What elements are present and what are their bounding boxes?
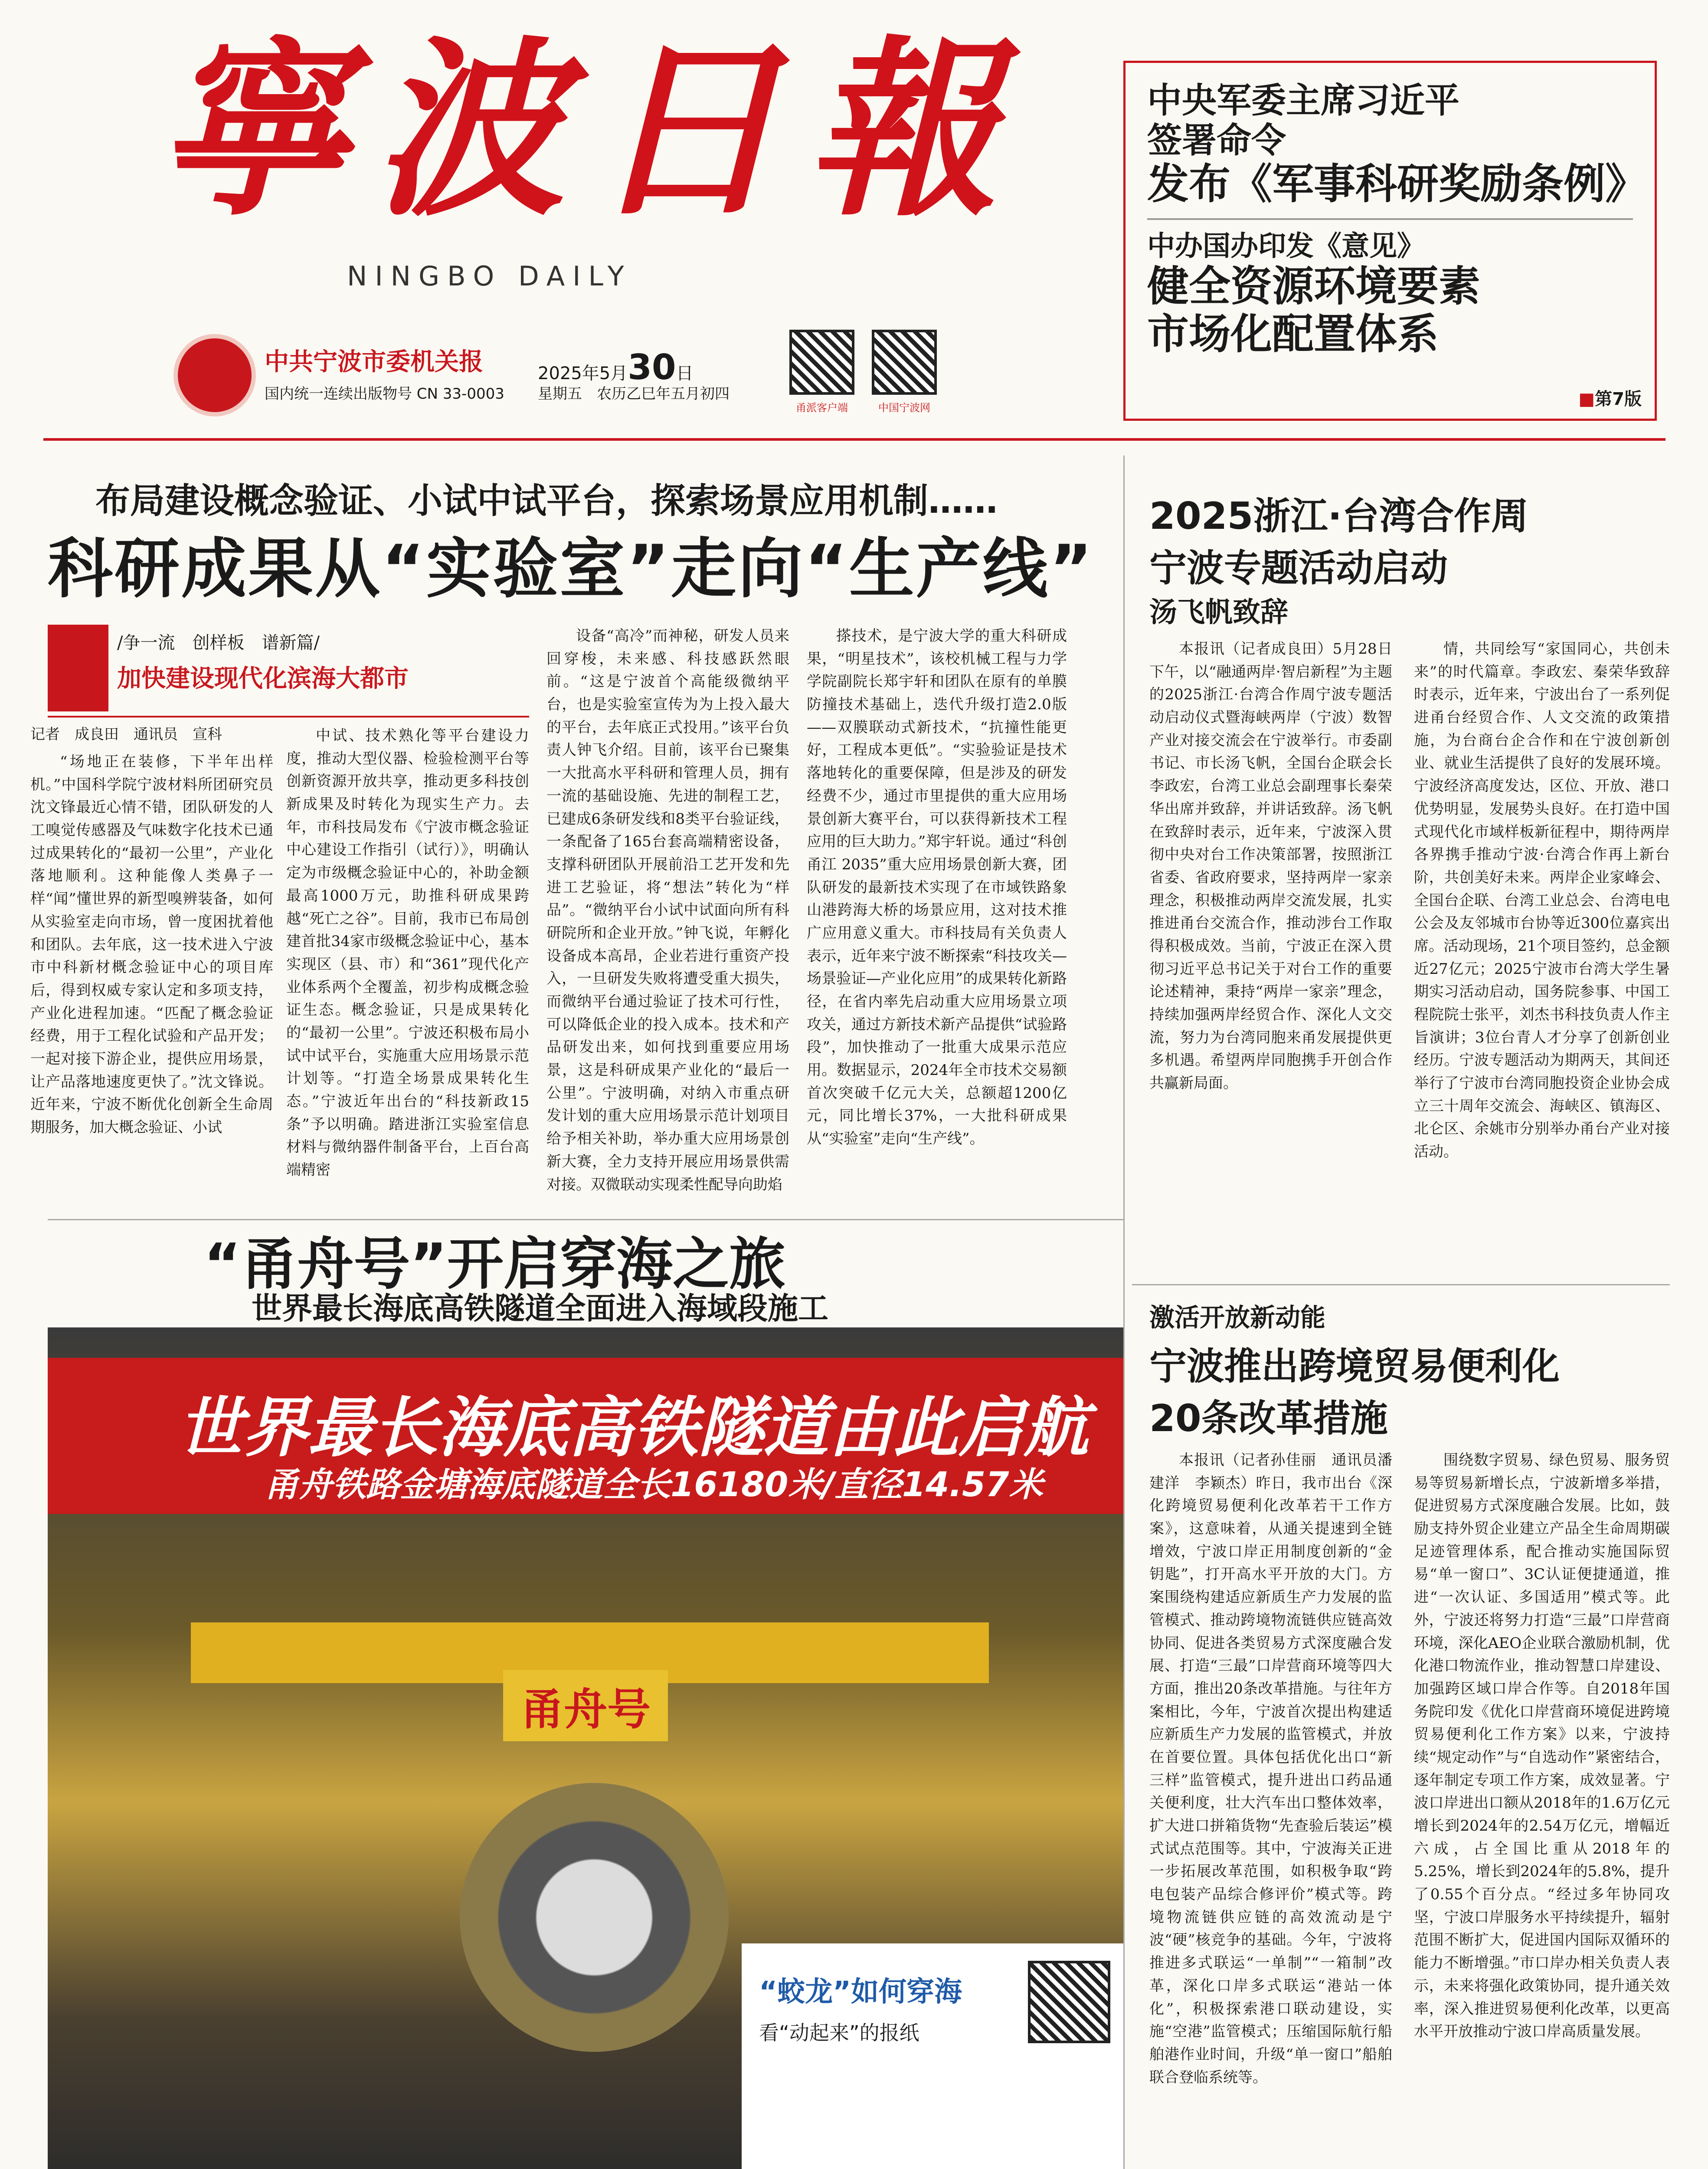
taiwan-headline-1[interactable]: 2025浙江·台湾合作周 xyxy=(1149,495,1529,538)
taiwan-column-2: 情，共同绘写“家国同心，共创未来”的时代篇章。李政宏、秦荣华致辞时表示，近年来，宁波出台了一系列促进甬台经贸合作、人文交流的政策措施，为台商台企合作和在宁波创新创业、就业生活提供了良好的发展环境。宁波经济高度发达，区位、开放、港口优势明显，发展势头良好。在打造中国式现代化市域样板新征程中，期待两岸各界携手推动宁波·台湾合作再上新台阶，共创美好未来。两岸企业家峰会、全国台企联、台湾工业总会、台湾电电公会及友邻城市台协等近300位嘉宾出席。活动现场，21个项目签约，总金额近27亿元；2025宁波市台湾大学生暑期实习活动启动，国务院参事、中国工程院院士张平，刘杰书科技负责人作主旨演讲；3位台青人才分享了创新创业经历。宁波专题活动为期两天，其间还举行了宁波市台湾同胞投资企业协会成立三十周年交流会、海峡区、镇海区、北仑区、余姚市分别举办甬台产业对接活动。 xyxy=(1414,640,1670,1161)
tunnel-sub: 世界最长海底高铁隧道全面进入海域段施工 xyxy=(252,1290,828,1326)
lead-column-3: 设备“高冷”而神秘，研发人员来回穿梭，未来感、科技感跃然眼前。“这是宁波首个高能级微纳平台，也是实验室宣传为为上投入最大的平台，去年底正式投用。”该平台负责人钟飞介绍。目前，该平台已聚集一大批高水平科研和管理人员，拥有一流的基础设施、先进的制程工艺，已建成6条研发线和8类平台验证线，一条配备了165台套高端精密设备，支撑科研团队开展前沿工艺开发和先进工艺验证，将“想法”转化为“样品”。“微纳平台小试中试面向所有科研院所和企业开放。”钟飞说，年孵化设备成本高昂，企业若进行重资产投入，一旦研发失败将遭受重大损失，而微纳平台通过验证了技术可行性，可以降低企业的投入成本。技术和产品研发出来，如何找到重要应用场景，这是科研成果产业化的“最后一公里”。宁波明确，对纳入市重点研发计划的重大应用场景示范计划项目给予相关补助，举办重大应用场景创新大赛，全力支持开展应用场景供需对接。双微联动实现柔性配导向助焰 xyxy=(546,627,789,1193)
trade-column-1: 本报讯（记者孙佳丽 通讯员潘建洋 李颖杰）昨日，我市出台《深化跨境贸易便利化改革若干工作方案》，这意味着，从通关提速到全链增效，宁波口岸正用制度创新的“金钥匙”，打开高水平开放的大门。方案围绕构建适应新质生产力发展的监管模式、推动跨境物流链供应链高效协同、促进各类贸易方式深度融合发展、打造“三最”口岸营商环境等四大方面，推出20条改革措施。与往年方案相比，今年，宁波首次提出构建适应新质生产力发展的监管模式，并放在首要位置。具体包括优化出口“新三样”监管模式，提升进出口药品通关便利度，壮大汽车出口整体效率，扩大进口拼箱货物“先查验后装运”模式试点范围等。其中，宁波海关正进一步拓展改革范围，如积极争取“跨电包装产品综合修评价”模式等。跨境物流链供应链的高效流动是宁波“硬”核竞争的基础。今年，宁波将推进多式联运“一单制”“一箱制”改革，深化口岸多式联运“港站一体化”，积极探索港口联动建设，实施“空港”监管模式；压缩国际航行船舶港作业时间，升级“单一窗口”船舶联合登临系统等。 xyxy=(1149,1451,1392,2086)
trade-headline-2[interactable]: 20条改革措施 xyxy=(1149,1397,1388,1440)
today-recommend xyxy=(1149,2165,1670,2169)
qr-code-icon[interactable] xyxy=(1028,1961,1110,2043)
lead-column-1: “场地正在装修，下半年出样机。”中国科学院宁波材料所团研究员沈文锋最近心情不错，团队研发的人工嗅觉传感器及气味数字化技术已通过成果转化的“最初一公里”，产业化落地顺利。这种能像人类鼻子一样“闻”懂世界的新型嗅辨装备，如何从实验室走向市场，曾一度困扰着他和团队。去年底，这一技术进入宁波市中科新材概念验证中心的项目库后，得到权威专家认定和多项支持，产业化进程加速。“匹配了概念验证经费，用于工程化试验和产品开发；一起对接下游企业，提供应用场景，让产品落地速度更快了。”沈文锋说。近年来，宁波不断优化创新全生命周期服务，加大概念验证、小试 xyxy=(30,753,273,1136)
recommend-label xyxy=(1306,2165,1465,2169)
masthead-logo: 寧波日報 xyxy=(156,18,1024,242)
crane-icon xyxy=(48,625,108,711)
series-title: 加快建设现代化滨海大都市 xyxy=(117,665,409,693)
column-rule xyxy=(1123,455,1125,2169)
machine-nameplate: 甬舟号 xyxy=(503,1670,668,1741)
lead-headline[interactable]: 科研成果从“实验室”走向“生产线” xyxy=(48,531,1094,607)
headline-2a: 中办国办印发《意见》 xyxy=(1147,230,1425,263)
photo-banner: 世界最长海底高铁隧道由此启航 甬舟铁路金塘海底隧道全长16180米/直径14.57米 xyxy=(48,1358,1123,1514)
taiwan-headline-2[interactable]: 宁波专题活动启动 xyxy=(1149,547,1448,590)
headline-1a: 中央军委主席习近平 xyxy=(1147,80,1459,121)
lead-column-4: 搽技术，是宁波大学的重大科研成果，“明星技术”，该校机械工程与力学学院副院长郑宇轩和团队在原有的单膜防撞技术基础上，迭代升级打造2.0版——双膜联动式新技术，“抗撞性能更好，工程成本更低”。“实验验证是技术落地转化的重要保障，但是涉及的研发经费不少，通过市里提供的重大应用场景创新大赛平台，可以获得新技术工程应用的巨大助力。”郑宇轩说。通过“科创甬江 2035”重大应用场景创新大赛，团队研发的最新技术实现了在市域铁路象山港跨海大桥的场景应用，这对技术推广应用意义重大。市科技局有关负责人表示，近年来宁波不断探索“科技攻关—场景验证—产业化应用”的成果转化新路径，在省内率先启动重大应用场景立项攻关，通过方新技术新产品提供“试验路段”，加快推动了一批重大成果示范应用。数据显示，2024年全市技术交易额首次突破千亿元大关，总额超1200亿元，同比增长37%，一大批科研成果从“实验室”走向“生产线”。 xyxy=(807,627,1067,1148)
lead-byline: 记者 成良田 通讯员 宣科 xyxy=(30,726,222,743)
divider xyxy=(1147,218,1633,220)
headline-1b: 签署命令 xyxy=(1147,120,1286,161)
trade-column-2: 围绕数字贸易、绿色贸易、服务贸易等贸易新增长点，宁波新增多举措，促进贸易方式深度融合发展。比如，鼓励支持外贸企业建立产品全生命周期碳足迹管理体系，配合推动实施国际贸易“单一窗口”、3C认证便捷通道，推进“一次认证、多国适用”模式等。此外，宁波还将努力打造“三最”口岸营商环境，深化AEO企业联合激励机制，优化港口物流作业，推动智慧口岸建设、加强跨区域口岸合作等。自2018年国务院印发《优化口岸营商环境促进跨境贸易便利化工作方案》以来，宁波持续“规定动作”与“自选动作”紧密结合，逐年制定专项工作方案，成效显著。宁波口岸进出口额从2018年的1.6万亿元增长到2024年的2.54万亿元，增幅近六成，占全国比重从2018年的5.25%，增长到2024年的5.8%，提升了0.55个百分点。“经过多年协同攻坚，宁波口岸服务水平持续提升，辐射范围不断扩大，促进国内国际双循环的能力不断增强。”市口岸办相关负责人表示，未来将强化政策协同，提升通关效率，深入推进贸易便利化改革，以更高水平开放推动宁波口岸高质量发展。 xyxy=(1414,1451,1670,2041)
issue-date: 2025年5月30日 xyxy=(538,347,694,387)
headline-1c[interactable]: 发布《军事科研奖励条例》 xyxy=(1147,160,1647,208)
tunnel-headline[interactable]: “甬舟号”开启穿海之旅 xyxy=(204,1231,785,1297)
divider xyxy=(48,716,529,718)
masthead-rule xyxy=(43,438,1665,441)
series-tag: /争一流 创样板 谱新篇/ xyxy=(117,633,320,653)
headline-2b[interactable]: 健全资源环境要素 xyxy=(1147,262,1480,311)
trade-headline-1[interactable]: 宁波推出跨境贸易便利化 xyxy=(1149,1345,1560,1388)
top-right-headlines xyxy=(1123,61,1657,421)
cn-number: 国内统一连续出版物号 CN 33-0003 xyxy=(265,385,504,403)
tunnel-boring-head xyxy=(460,1783,729,2052)
publisher-org: 中共宁波市委机关报 xyxy=(265,348,483,376)
qr-label-2: 中国宁波网 xyxy=(878,402,930,414)
masthead-english: NINGBO DAILY xyxy=(347,260,632,292)
page-ref: ■第7版 xyxy=(1578,389,1642,409)
taiwan-sub: 汤飞帆致辞 xyxy=(1149,596,1288,629)
lead-kicker: 布局建设概念验证、小试中试平台，探索场景应用机制…… xyxy=(95,481,998,521)
lead-column-2: 中试、技术熟化等平台建设力度，推动大型仪器、检验检测平台等创新资源开放共享，推动更多科技创新成果及时转化为现实生产力。去年，市科技局发布《宁波市概念验证中心建设工作指引（试行）》，明确认定为市级概念验证中心的，补助金额最高1000万元，助推科研成果跨越“死亡之谷”。目前，我市已布局创建首批34家市级概念验证中心，基本实现区（县、市）和“361”现代化产业体系两个全覆盖，初步构成概念验证生态。概念验证，只是成果转化的“最初一公里”。宁波还积极布局小试中试平台，实施重大应用场景示范计划等。“打造全场景成果转化生态。”宁波近年出台的“科技新政15条”予以明确。踏进浙江实验室信息材料与微纳器件制备平台，上百台高端精密 xyxy=(286,727,529,1179)
qr-code-icon[interactable] xyxy=(872,330,937,395)
qr-code-icon[interactable] xyxy=(789,330,854,395)
divider xyxy=(1132,1284,1670,1285)
headline-2c[interactable]: 市场化配置体系 xyxy=(1147,310,1439,359)
tunnel-photo xyxy=(48,1327,1123,2169)
taiwan-column-1: 本报讯（记者成良田）5月28日下午，以“融通两岸·智启新程”为主题的2025浙江·台湾合作周宁波专题活动启动仪式暨海峡两岸（宁波）数智产业对接交流会在宁波举行。市委副书记、市长汤飞帆，全国台企联会长李政宏，台湾工业总会副理事长秦荣华出席并致辞，并讲话致辞。汤飞帆在致辞时表示，近年来，宁波深入贯彻中央对台工作决策部署，按照浙江省委、省政府要求，坚持两岸一家亲理念，积极推动两岸交流发展，扎实推进甬台交流合作，推动涉台工作取得积极成效。当前，宁波正在深入贯彻习近平总书记关于对台工作的重要论述精神，秉持“两岸一家亲”理念，持续加强两岸经贸合作、深化人文交流，努力为台湾同胞来甬发展提供更多机遇。希望两岸同胞携手开创合作共赢新局面。 xyxy=(1149,640,1392,1092)
newspaper-emblem-icon xyxy=(173,334,256,416)
trade-kicker: 激活开放新动能 xyxy=(1149,1303,1326,1332)
qr-label-1: 甬派客户端 xyxy=(796,402,848,414)
promo-box[interactable]: “蛟龙”如何穿海 看“动起来”的报纸 xyxy=(742,1943,1123,2169)
issue-weekday: 星期五 农历乙巳年五月初四 xyxy=(538,385,730,403)
